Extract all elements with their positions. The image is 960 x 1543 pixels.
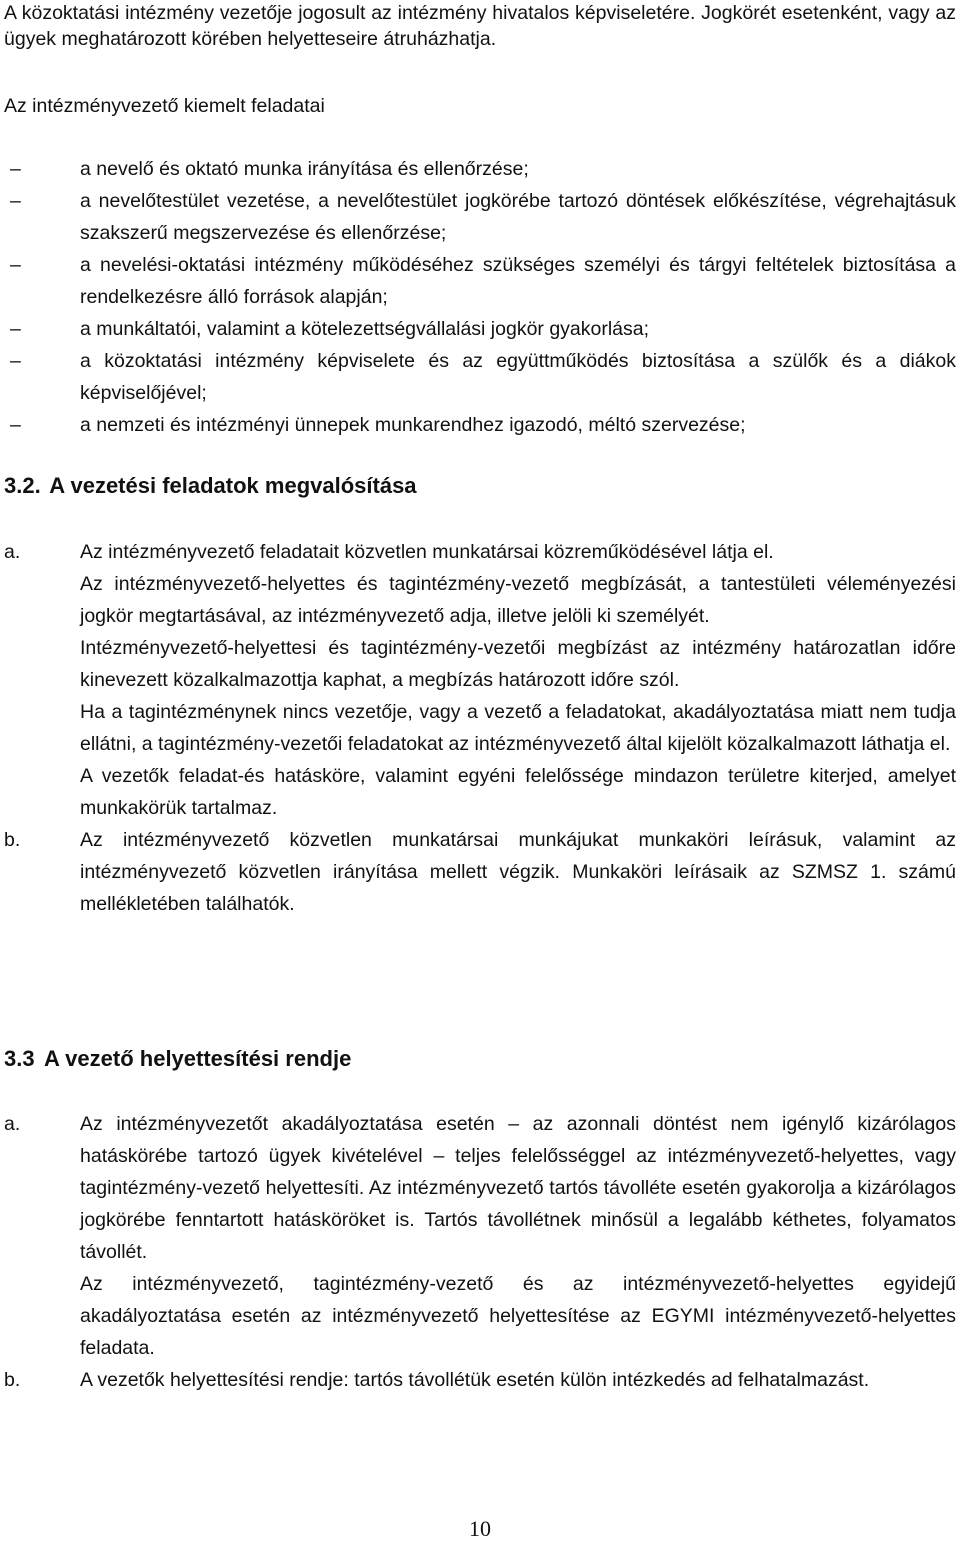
list-item-a — [0, 536, 956, 824]
list-item: – a nevelési-oktatási intézmény működéséhez szükséges személyi és tárgyi feltételek biztosítása a rendelkezésre álló források alapján; — [0, 249, 956, 313]
paragraph: Az intézményvezető-helyettes és tagintézmény-vezető megbízását, a tantestületi véleményezési jogkör megtartásával, az intézményvezető adja, illetve jelöli ki személyét. — [80, 573, 956, 627]
page-number: 10 — [469, 1516, 491, 1541]
list-item: – a nevelőtestület vezetése, a nevelőtestület jogkörébe tartozó döntések előkészítése, végrehajtásuk szakszerű megszervezése és ellenőrzése; — [0, 185, 956, 249]
list-item: – a közoktatási intézmény képviselete és az együttműködés biztosítása a szülők és a diákok képviselőjével; — [0, 345, 956, 409]
dash-marker: – — [10, 350, 21, 372]
paragraph: Az intézményvezetőt akadályoztatása esetén – az azonnali döntést nem igénylő kizárólagos hatáskörébe tartozó ügyek kivételével – teljes felelősséggel az intézményvezető-helyettes, vagy tagintézmény-vezető helyettesíti. Az intézményvezető tartós távolléte esetén gyakorolja a kizárólagos jogkörébe fenntartott hatásköröket is. Tartós távollétnek minősül a legalább kéthetes, folyamatos távollét. — [80, 1113, 956, 1263]
item-marker: b. — [4, 1369, 21, 1391]
list-item-a — [0, 1108, 956, 1364]
item-marker: a. — [4, 1113, 21, 1135]
paragraph: A vezetők helyettesítési rendje: tartós távollétük esetén külön intézkedés ad felhatalmazást. — [80, 1369, 870, 1391]
list-item: – a munkáltatói, valamint a kötelezettségvállalási jogkör gyakorlása; — [0, 313, 956, 345]
section-3-2-list — [0, 536, 956, 920]
dash-marker: – — [10, 190, 21, 212]
kiemelt-list — [0, 153, 956, 441]
kiemelt-heading: Az intézményvezető kiemelt feladatai — [4, 95, 325, 117]
item-marker: a. — [4, 541, 21, 563]
section-3-3-heading: 3.3 A vezető helyettesítési rendje — [4, 1046, 352, 1071]
paragraph: A vezetők feladat-és hatásköre, valamint egyéni felelőssége mindazon területre kiterjed, amelyet munkakörük tartalmaz. — [80, 765, 956, 819]
dash-marker: – — [10, 318, 21, 340]
paragraph: Intézményvezető-helyettesi és tagintézmény-vezetői megbízást az intézmény határozatlan időre kinevezett közalkalmazottja kaphat, a megbízás határozott időre szól. — [80, 637, 956, 691]
dash-marker: – — [10, 414, 21, 436]
list-item-b — [0, 824, 956, 920]
intro-paragraph: A közoktatási intézmény vezetője jogosult az intézmény hivatalos képviseletére. Jogkörét esetenként, vagy az ügyek meghatározott körében helyetteseire átruházhatja. — [4, 2, 956, 50]
paragraph: Az intézményvezető feladatait közvetlen munkatársai közreműködésével látja el. — [80, 541, 774, 563]
item-marker: b. — [4, 829, 21, 851]
paragraph: Az intézményvezető közvetlen munkatársai munkájukat munkaköri leírásuk, valamint az intézményvezető közvetlen irányítása mellett végzik. Munkaköri leírásaik az SZMSZ 1. számú mellékletében találhatók. — [80, 829, 956, 915]
section-3-3-list — [0, 1108, 956, 1396]
section-3-2-heading: 3.2. A vezetési feladatok megvalósítása — [4, 473, 417, 498]
dash-marker: – — [10, 254, 21, 276]
list-item: – a nemzeti és intézményi ünnepek munkarendhez igazodó, méltó szervezése; — [0, 409, 956, 441]
list-item-b — [0, 1364, 956, 1396]
paragraph: Az intézményvezető, tagintézmény-vezető és az intézményvezető-helyettes egyidejű akadályoztatása esetén az intézményvezető helyettesítése az EGYMI intézményvezető-helyettes feladata. — [80, 1273, 956, 1359]
dash-marker: – — [10, 158, 21, 180]
paragraph: Ha a tagintézménynek nincs vezetője, vagy a vezető a feladatokat, akadályoztatása miatt nem tudja ellátni, a tagintézmény-vezetői feladatokat az intézményvezető által kijelölt közalkalmazott láthatja el. — [80, 701, 956, 755]
list-item: – a nevelő és oktató munka irányítása és ellenőrzése; — [0, 153, 956, 185]
